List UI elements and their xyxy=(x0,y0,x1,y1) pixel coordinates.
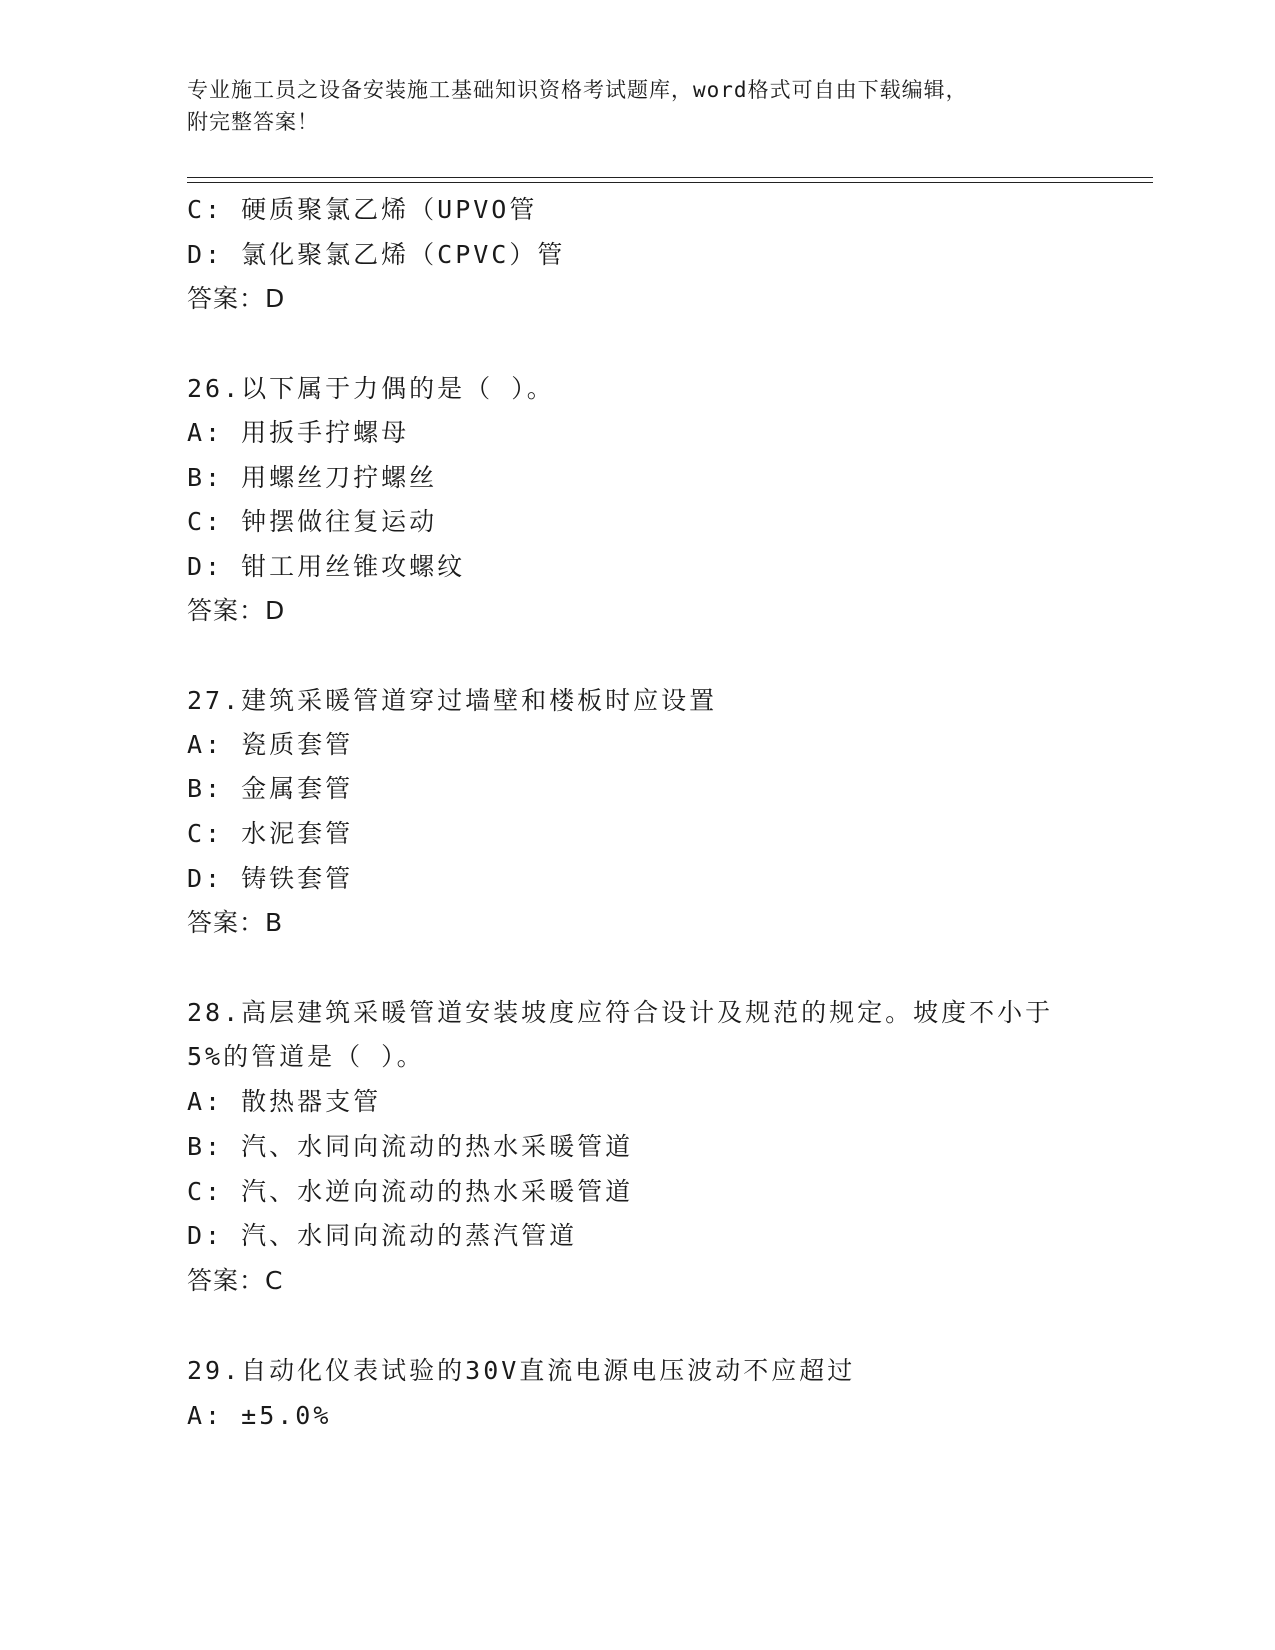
answer-line: 答案：D xyxy=(187,284,286,313)
option-line: B: 汽、水同向流动的热水采暖管道 xyxy=(187,1132,634,1161)
option-line: A: 瓷质套管 xyxy=(187,730,354,759)
answer-line: 答案：D xyxy=(187,596,286,625)
option-line: C: 汽、水逆向流动的热水采暖管道 xyxy=(187,1177,634,1206)
option-line: B: 金属套管 xyxy=(187,774,354,803)
option-line: D: 铸铁套管 xyxy=(187,864,354,893)
option-line: C: 硬质聚氯乙烯（UPVO管 xyxy=(187,195,538,224)
header-rule-bottom xyxy=(187,182,1153,183)
option-line: D: 汽、水同向流动的蒸汽管道 xyxy=(187,1221,578,1250)
option-line: A: ±5.0% xyxy=(187,1401,332,1430)
question-line: 29.自动化仪表试验的30V直流电源电压波动不应超过 xyxy=(187,1356,856,1385)
document-header xyxy=(187,74,1087,138)
option-line: D: 氯化聚氯乙烯（CPVC）管 xyxy=(187,240,566,269)
option-line: A: 散热器支管 xyxy=(187,1087,382,1116)
question-line: 5%的管道是（ ）。 xyxy=(187,1042,425,1071)
option-line: D: 钳工用丝锥攻螺纹 xyxy=(187,552,466,581)
option-line: C: 水泥套管 xyxy=(187,819,354,848)
question-line: 26.以下属于力偶的是（ ）。 xyxy=(187,374,555,403)
question-line: 27.建筑采暖管道穿过墙壁和楼板时应设置 xyxy=(187,686,718,715)
answer-line: 答案：B xyxy=(187,908,284,937)
option-line: A: 用扳手拧螺母 xyxy=(187,418,410,447)
header-line-1: 专业施工员之设备安装施工基础知识资格考试题库，word格式可自由下载编辑， xyxy=(187,78,968,102)
option-line: C: 钟摆做往复运动 xyxy=(187,507,438,536)
header-rule-top xyxy=(187,177,1153,178)
header-line-2: 附完整答案！ xyxy=(187,110,319,134)
question-line: 28.高层建筑采暖管道安装坡度应符合设计及规范的规定。坡度不小于 xyxy=(187,998,1054,1027)
option-line: B: 用螺丝刀拧螺丝 xyxy=(187,463,438,492)
answer-line: 答案：C xyxy=(187,1266,284,1295)
